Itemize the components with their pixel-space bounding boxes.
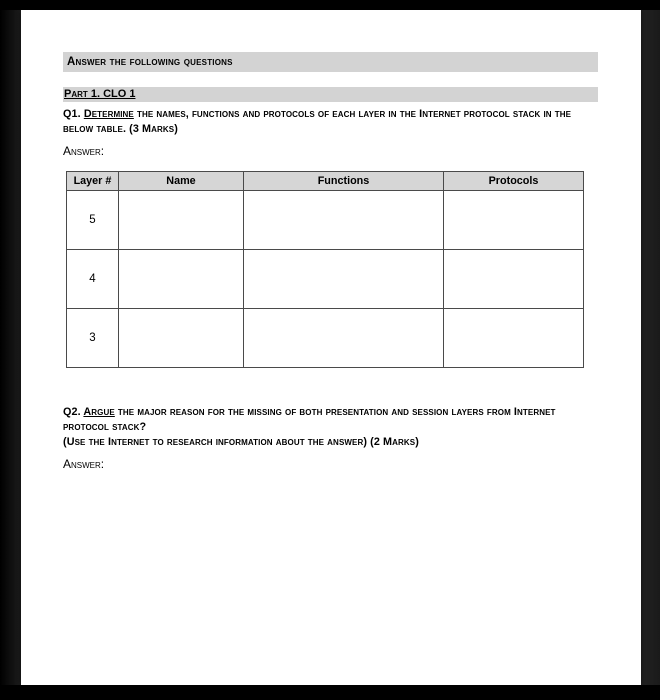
layer-number-cell: 4 — [67, 250, 119, 309]
col-header-protocols: Protocols — [444, 172, 584, 191]
part-heading — [63, 87, 598, 102]
name-cell — [119, 191, 244, 250]
q2-note: (Use the Internet to research information about the answer) — [63, 436, 371, 448]
q1-verb: Determine — [83, 108, 134, 120]
col-header-layer: Layer # — [67, 172, 119, 191]
layers-table — [66, 171, 584, 368]
q2-verb: Argue — [83, 406, 115, 418]
q2-marks: (2 Marks) — [370, 436, 419, 448]
document-page — [21, 10, 641, 685]
col-header-functions: Functions — [244, 172, 444, 191]
part-heading-text: Part 1. CLO 1 — [64, 88, 136, 100]
name-cell — [119, 309, 244, 368]
bottom-black-bar — [0, 685, 660, 700]
name-cell — [119, 250, 244, 309]
table-row — [67, 250, 584, 309]
layer-number-cell: 5 — [67, 191, 119, 250]
q1-text — [63, 107, 598, 137]
q2-body: the major reason for the missing of both presentation and session layers from Internet protocol stack? — [63, 406, 556, 433]
layer-number-cell: 3 — [67, 309, 119, 368]
q1-answer-label: Answer: — [63, 144, 105, 158]
q1-prefix: Q1. — [63, 108, 84, 120]
q2-answer-label: Answer: — [63, 457, 105, 471]
top-black-bar — [0, 0, 660, 10]
col-header-name: Name — [119, 172, 244, 191]
functions-cell — [244, 191, 444, 250]
functions-cell — [244, 250, 444, 309]
q2-text — [63, 405, 598, 450]
table-header-row — [67, 172, 584, 191]
section-header: Answer the following questions — [63, 52, 598, 72]
protocols-cell — [444, 309, 584, 368]
protocols-cell — [444, 191, 584, 250]
functions-cell — [244, 309, 444, 368]
table-row — [67, 191, 584, 250]
q2-prefix: Q2. — [63, 406, 84, 418]
q1-body: the names, functions and protocols of each layer in the Internet protocol stack in the below table. — [63, 108, 572, 135]
protocols-cell — [444, 250, 584, 309]
q1-marks: (3 Marks) — [129, 123, 178, 135]
table-row — [67, 309, 584, 368]
